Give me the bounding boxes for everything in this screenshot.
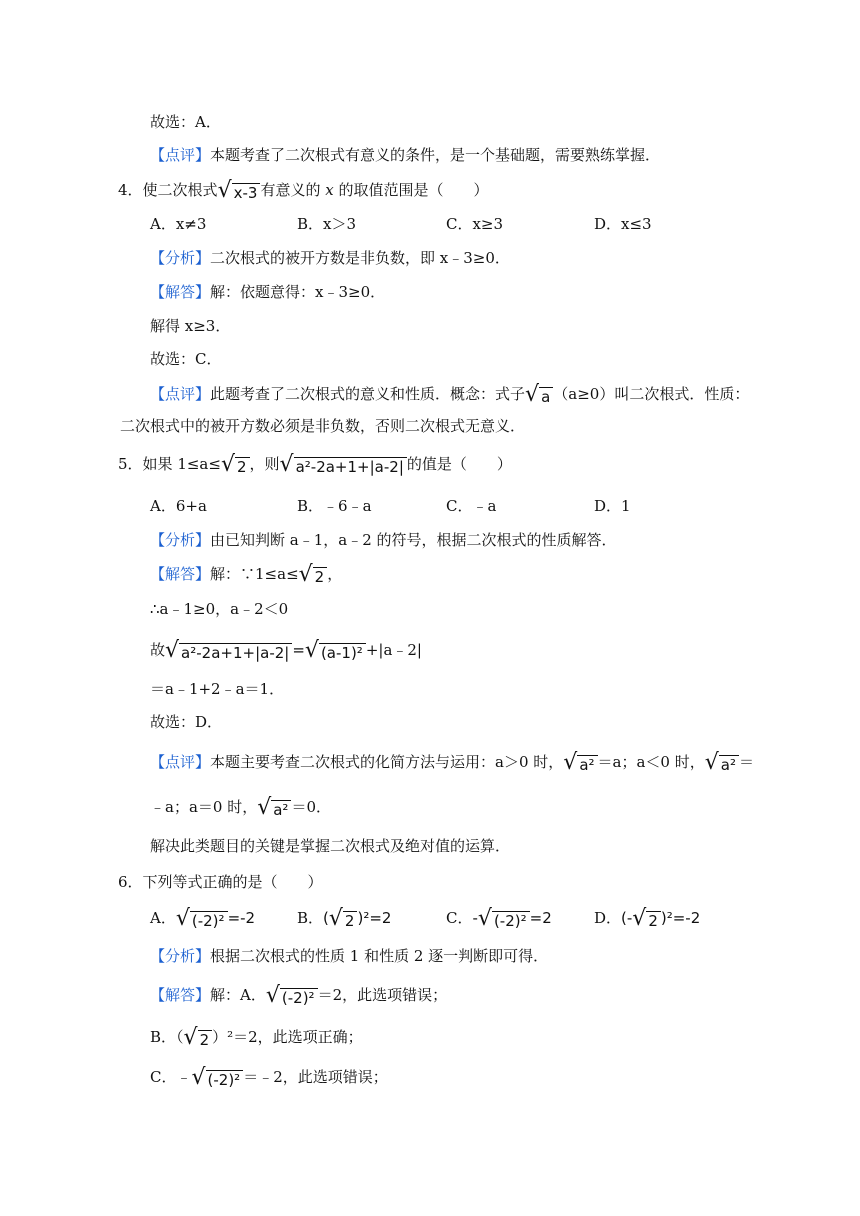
stem-text: 有意义的 [260, 181, 321, 199]
answer-text: 解：依题意得：x﹣3≥0． [210, 283, 386, 301]
option-c: C．- √ (-2)² =2 [446, 906, 552, 931]
answer-tag: 【解答】 [150, 565, 211, 583]
radical-expression: √ 2 [184, 1027, 213, 1049]
option-b: B．﹣6﹣a [297, 497, 372, 515]
option-d: D．(- √ 2 )²=-2 [594, 906, 701, 931]
answer-text: ， [327, 565, 343, 583]
radical-expression: √ (a-1)² [305, 640, 366, 662]
comment-tag: 【点评】 [150, 146, 211, 164]
radical-expression: √ (-2)² [266, 985, 318, 1007]
stem-text: 使二次根式 [142, 181, 218, 199]
answer-text: 解：∵1≤a≤ [210, 565, 299, 583]
q6-stem [118, 870, 323, 896]
q4-comment [150, 382, 749, 408]
option-a: A．x≠3 [150, 215, 207, 233]
analysis-text: 根据二次根式的性质 1 和性质 2 逐一判断即可得． [210, 947, 549, 965]
analysis-tag: 【分析】 [150, 531, 211, 549]
q5-comment-line2: ﹣a；a＝0 时， √ a² ＝0． [150, 795, 331, 820]
q6-answer-c: C．﹣ √ (-2)² ＝﹣2，此选项错误； [150, 1065, 388, 1090]
stem-text: 的取值范围是（ ） [338, 181, 489, 199]
option-a: A．6+a [150, 497, 207, 515]
answer-tag: 【解答】 [150, 986, 211, 1004]
q4-stem [118, 178, 489, 204]
q5-comment-line3: 解决此类题目的关键是掌握二次根式及绝对值的运算． [150, 837, 511, 855]
option-a: A． √ (-2)² =-2 [150, 906, 256, 931]
q6-options [0, 906, 860, 932]
stem-text: 如果 1≤a≤ [142, 455, 221, 473]
q4-conclusion: 故选：C． [150, 350, 222, 368]
q5-answer-line3: 故 √ a²-2a+1+|a-2| = √ (a-1)² +|a﹣2| [150, 638, 422, 663]
stem-text: 下列等式正确的是（ ） [142, 873, 323, 891]
q6-answer: 【解答】解：A． √ (-2)² ＝2，此选项错误； [150, 983, 448, 1008]
stem-variable: x [325, 181, 334, 199]
option-b: B．( √ 2 )²=2 [297, 906, 392, 931]
radical-expression: √ a²-2a+1+|a-2| [165, 640, 292, 662]
option-c: C．x≥3 [446, 215, 504, 233]
q5-options [0, 494, 860, 520]
analysis-text: 二次根式的被开方数是非负数，即 x﹣3≥0． [210, 249, 510, 267]
comment-tag: 【点评】 [150, 753, 211, 771]
comment-text: 本题考查了二次根式有意义的条件，是一个基础题，需要熟练掌握． [210, 146, 661, 164]
q4-answer [150, 280, 385, 306]
answer-tag: 【解答】 [150, 283, 211, 301]
comment-text: （a≥0）叫二次根式．性质： [553, 385, 750, 403]
option-d: D．1 [594, 497, 631, 515]
radical-expression: √ x-3 [218, 180, 261, 202]
radical-expression: √ a² [705, 752, 739, 774]
q6-answer-b: B．（ √ 2 ）²＝2，此选项正确； [150, 1025, 363, 1050]
q5-answer-line2: ∴a﹣1≥0，a﹣2＜0 [150, 600, 289, 618]
option-b: B．x＞3 [297, 215, 357, 233]
q3-comment [150, 143, 660, 169]
comment-text: 此题考查了二次根式的意义和性质．概念：式子 [210, 385, 526, 403]
question-number: 5． [118, 455, 143, 473]
option-c: C．﹣a [446, 497, 497, 515]
q5-comment: 【点评】本题主要考查二次根式的化简方法与运用：a＞0 时， √ a² ＝a；a＜0 时， √ a² ＝ [150, 750, 754, 775]
question-number: 4． [118, 181, 143, 199]
stem-text: 的值是（ ） [406, 455, 512, 473]
comment-tag: 【点评】 [150, 385, 211, 403]
q5-stem [118, 452, 512, 478]
q3-conclusion: 故选：A． [150, 113, 221, 131]
q4-answer-line2: 解得 x≥3． [150, 317, 231, 335]
q4-comment-line2: 二次根式中的被开方数必须是非负数，否则二次根式无意义． [120, 417, 526, 435]
analysis-tag: 【分析】 [150, 249, 211, 267]
radical-expression: √ a²-2a+1+|a-2| [280, 454, 407, 476]
q5-answer-line4: ＝a﹣1+2﹣a＝1． [150, 680, 285, 698]
radical-expression: √ a² [563, 752, 597, 774]
radical-expression: √ 2 [299, 564, 328, 586]
stem-text: ，则 [249, 455, 280, 473]
q5-analysis [150, 528, 617, 554]
q4-analysis [150, 246, 510, 272]
q6-analysis [150, 944, 548, 970]
analysis-tag: 【分析】 [150, 947, 211, 965]
analysis-text: 由已知判断 a﹣1，a﹣2 的符号，根据二次根式的性质解答． [210, 531, 617, 549]
q5-answer [150, 562, 342, 588]
radical-expression: √ a [525, 384, 553, 406]
option-d: D．x≤3 [594, 215, 652, 233]
radical-expression: √ a² [257, 797, 291, 819]
radical-expression: √ (-2)² [191, 1067, 243, 1089]
question-number: 6． [118, 873, 143, 891]
q5-conclusion: 故选：D． [150, 713, 223, 731]
q4-options [0, 212, 860, 238]
radical-expression: √ 2 [221, 454, 250, 476]
